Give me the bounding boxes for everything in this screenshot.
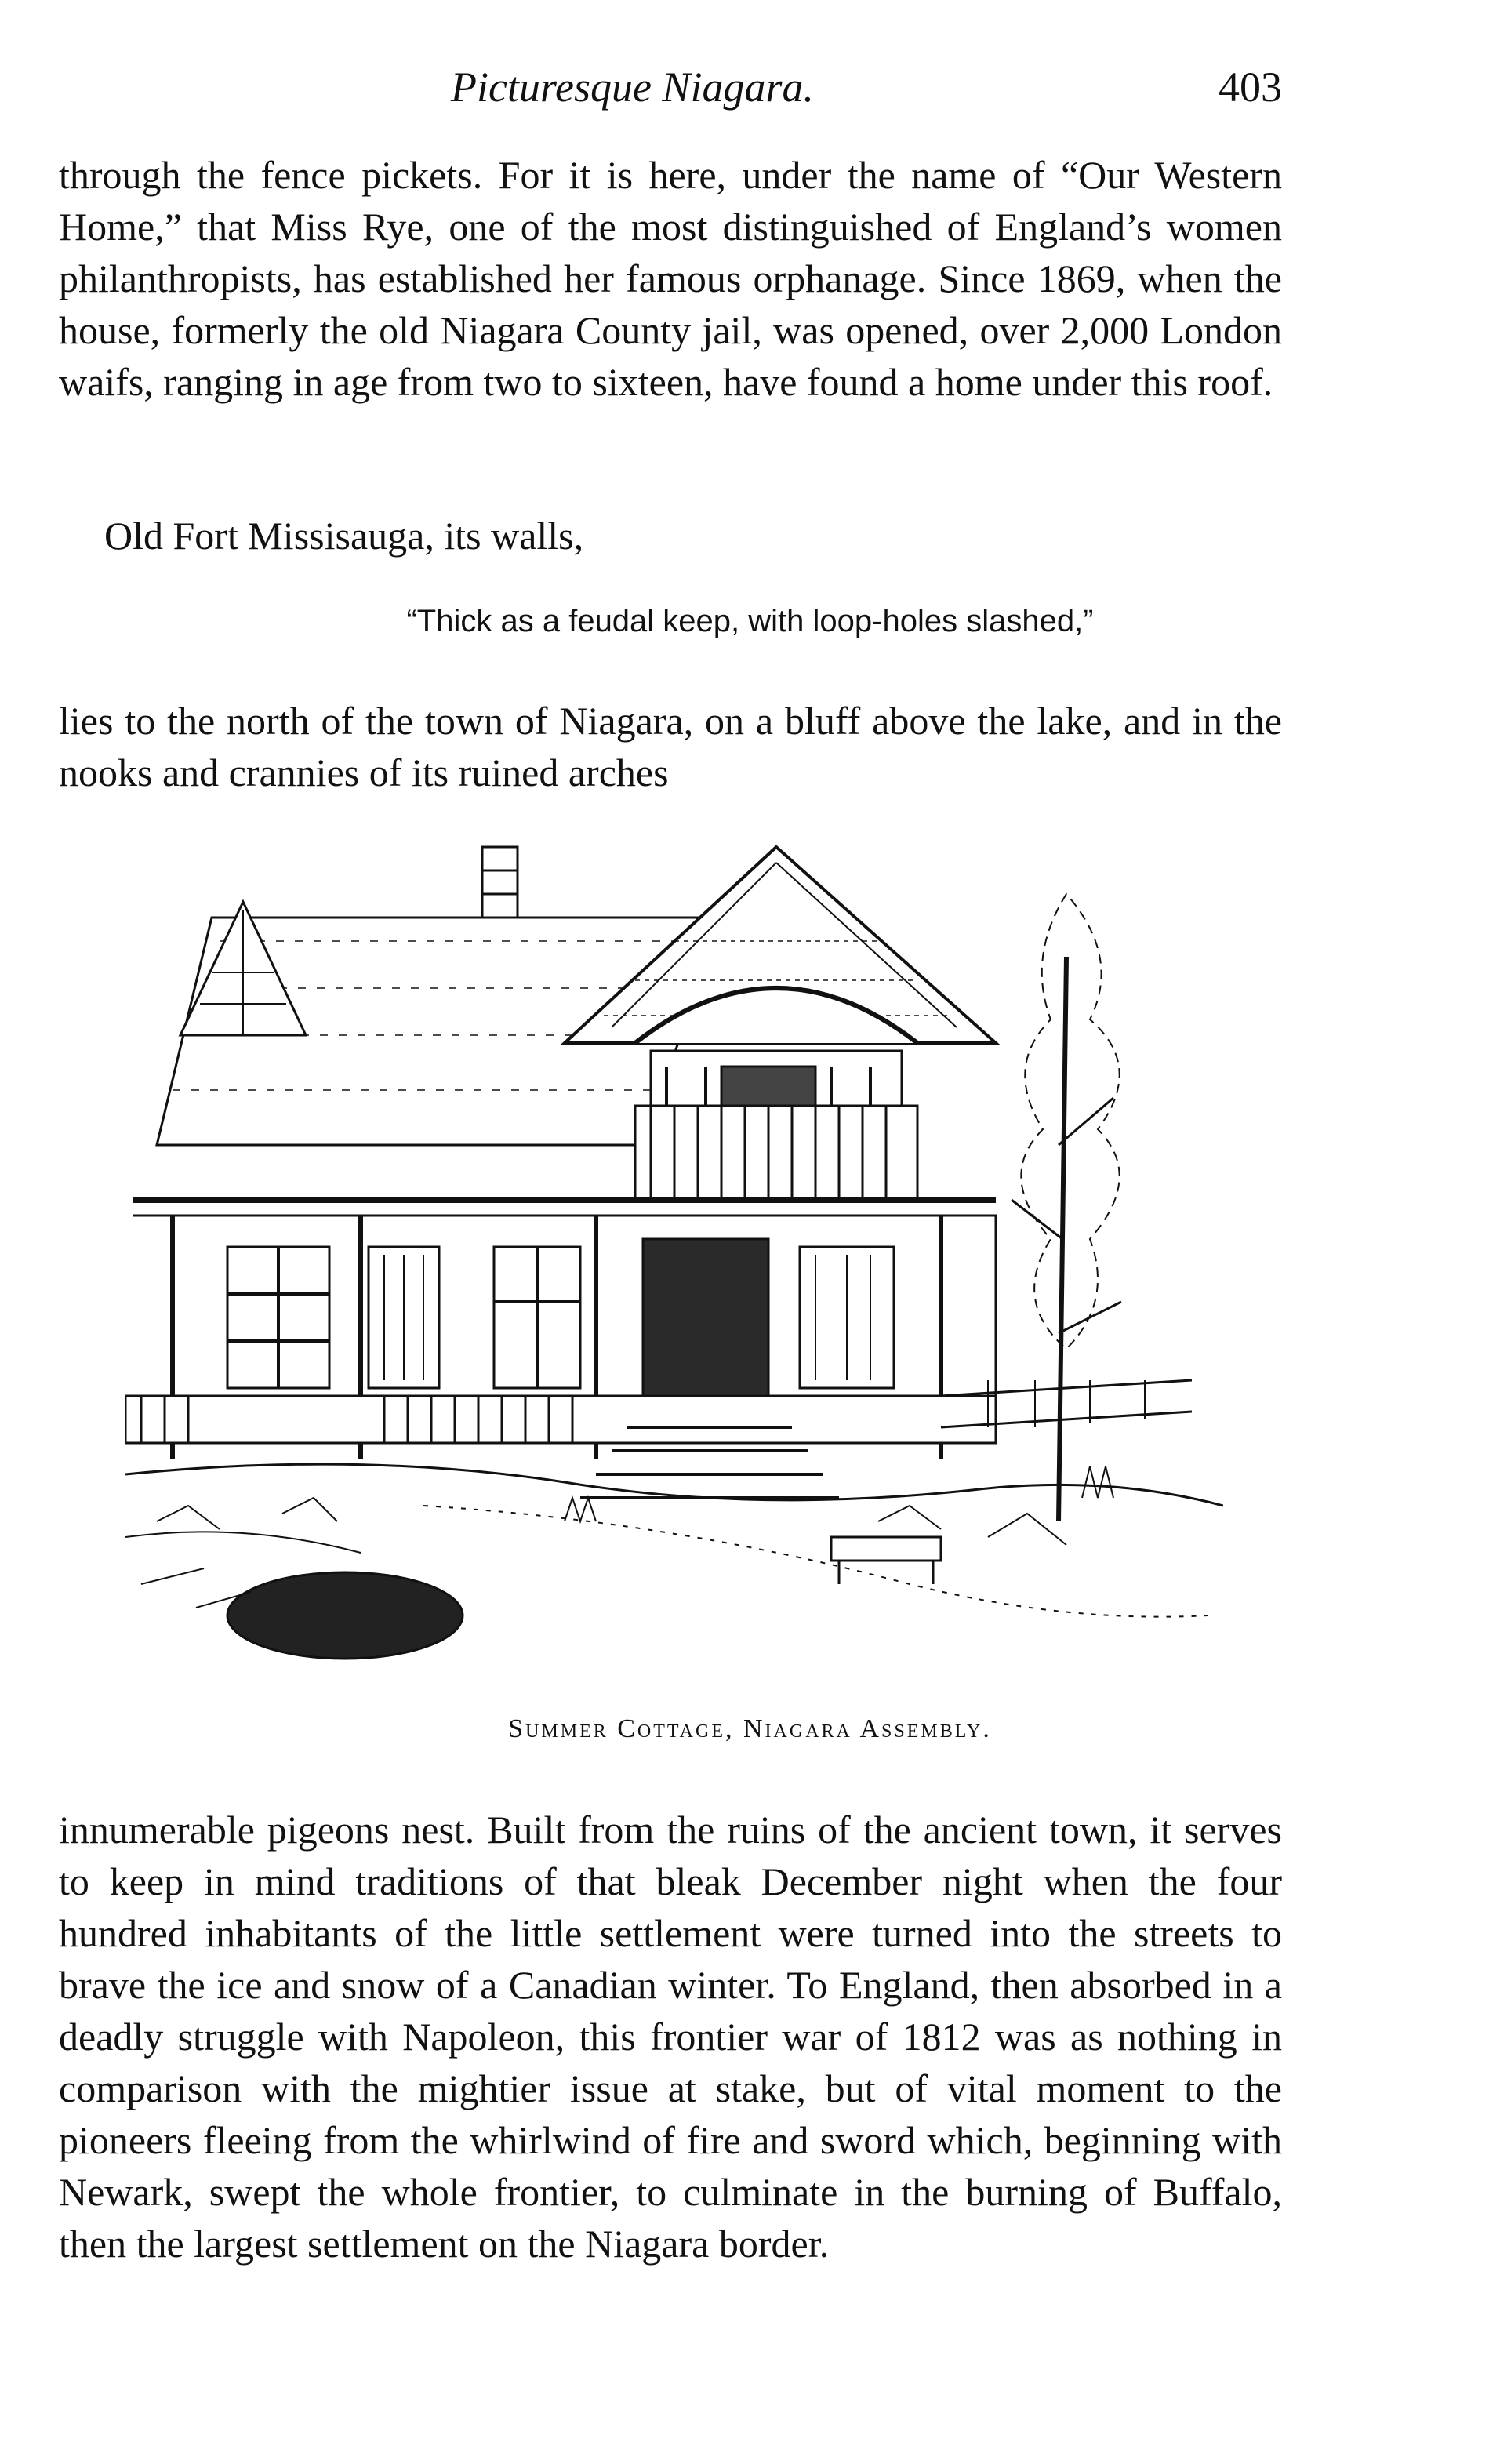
page-number: 403 [1219,64,1282,111]
cottage-illustration [125,831,1223,1663]
body-paragraph-2: Old Fort Missisauga, its walls, [104,514,584,558]
running-title: Picturesque Niagara. [451,64,814,111]
body-paragraph-3: lies to the north of the town of Niagara, on a bluff above the lake, and in the nooks and crannies of its ruined arches [59,699,1282,794]
body-paragraph-1: through the fence pickets. For it is here, under the name of “Our Western Home,” that Miss Rye, one of the most distinguished of England’s women philanthropists, has established her famous orphanage. Since 1869, when the house, formerly the old Niagara County jail, was opened, over 2,000 London waifs, ranging in age from two to sixteen, have found a home under this roof. [59,153,1282,404]
page-header [59,63,1282,118]
verse-quote: “Thick as a feudal keep, with loop-holes slashed,” [406,604,1094,638]
figure-caption: Summer Cottage, Niagara Assembly. [508,1714,992,1743]
body-paragraph-4: innumerable pigeons nest. Built from the ruins of the ancient town, it serves to keep in mind traditions of that bleak December night when the four hundred inhabitants of the little settlement were turned into the streets to brave the ice and snow of a Canadian winter. To England, then absorbed in a deadly struggle with Napoleon, this frontier war of 1812 was as nothing in comparison with the mightier issue at stake, but of vital moment to the pioneers fleeing from the whirlwind of fire and sword which, beginning with Newark, swept the whole frontier, to culminate in the burning of Buffalo, then the largest settlement on the Niagara border. [59,1808,1282,2266]
